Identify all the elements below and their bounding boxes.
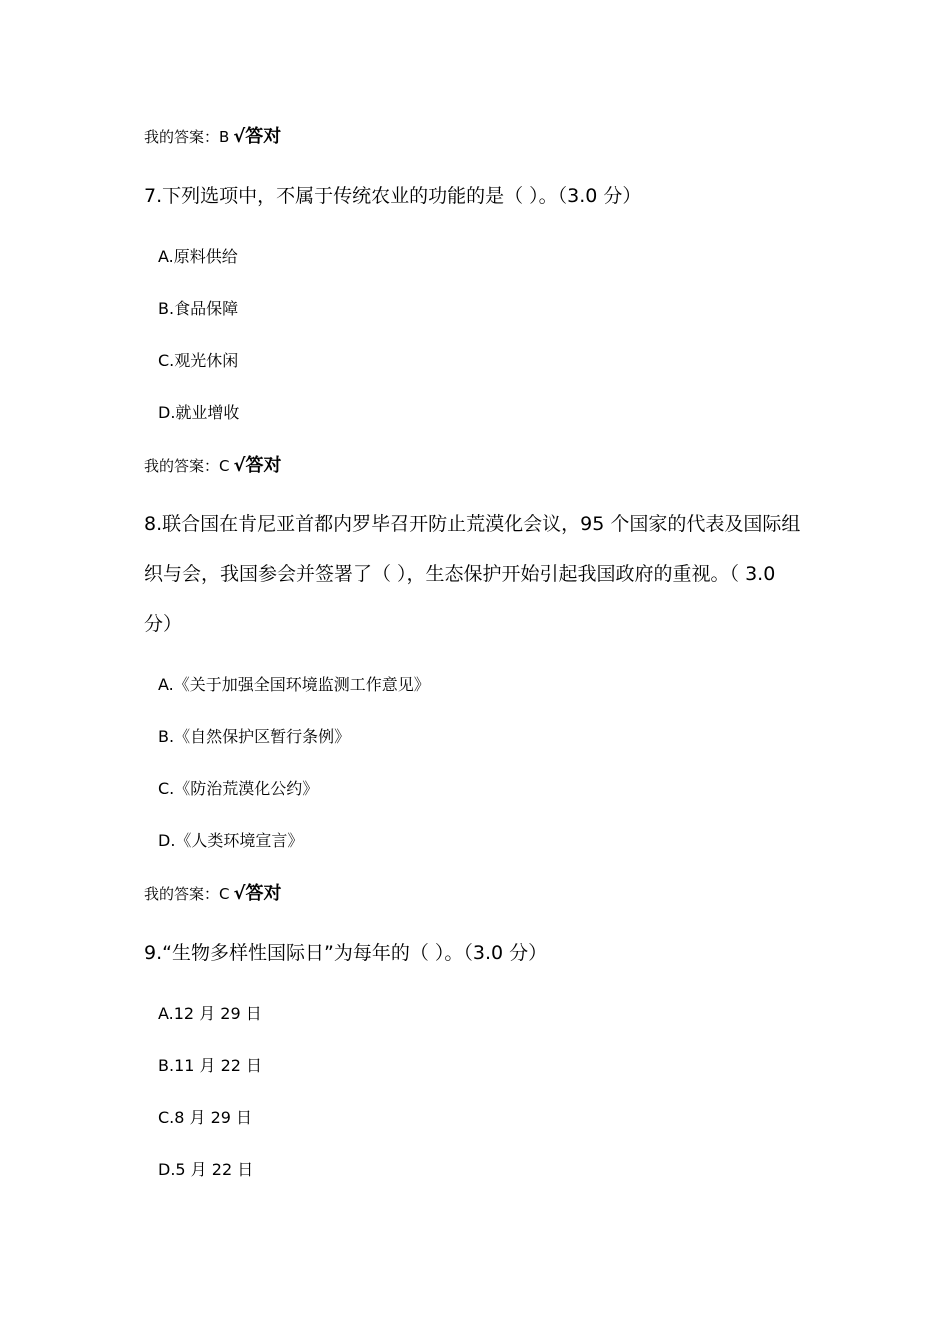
question-7-option-c: C.观光休闲: [158, 351, 239, 370]
question-8-line-3: 分）: [144, 613, 183, 635]
question-8-option-d: D.《人类环境宣言》: [158, 831, 304, 850]
question-9-text: 9.“生物多样性国际日”为每年的（ ）。（3.0 分）: [144, 942, 548, 964]
answer-line: [144, 885, 282, 903]
answer-label: 我的答案：C: [144, 885, 230, 903]
answer-verdict: √答对: [233, 883, 282, 904]
question-9-option-b: B.11 月 22 日: [158, 1056, 263, 1075]
question-7-option-b: B.食品保障: [158, 299, 239, 318]
question-7-option-d: D.就业增收: [158, 403, 240, 422]
answer-label: 我的答案：C: [144, 457, 230, 475]
question-9-option-a: A.12 月 29 日: [158, 1004, 262, 1023]
question-9-option-c: C.8 月 29 日: [158, 1108, 253, 1127]
question-7-text: 7.下列选项中，不属于传统农业的功能的是（ ）。（3.0 分）: [144, 185, 642, 207]
answer-line: [144, 457, 282, 475]
answer-verdict: √答对: [233, 126, 282, 147]
question-8-option-b: B.《自然保护区暂行条例》: [158, 727, 351, 746]
answer-verdict: √答对: [233, 455, 282, 476]
question-8-option-a: A.《关于加强全国环境监测工作意见》: [158, 675, 430, 694]
question-8-line-2: 织与会，我国参会并签署了（ ），生态保护开始引起我国政府的重视。（ 3.0: [144, 563, 776, 585]
answer-label: 我的答案：B: [144, 128, 230, 146]
question-9-option-d: D.5 月 22 日: [158, 1160, 254, 1179]
answer-line: [144, 128, 281, 146]
question-8-option-c: C.《防治荒漠化公约》: [158, 779, 319, 798]
question-8-line-1: 8.联合国在肯尼亚首都内罗毕召开防止荒漠化会议，95 个国家的代表及国际组: [144, 513, 801, 535]
question-7-option-a: A.原料供给: [158, 247, 238, 266]
